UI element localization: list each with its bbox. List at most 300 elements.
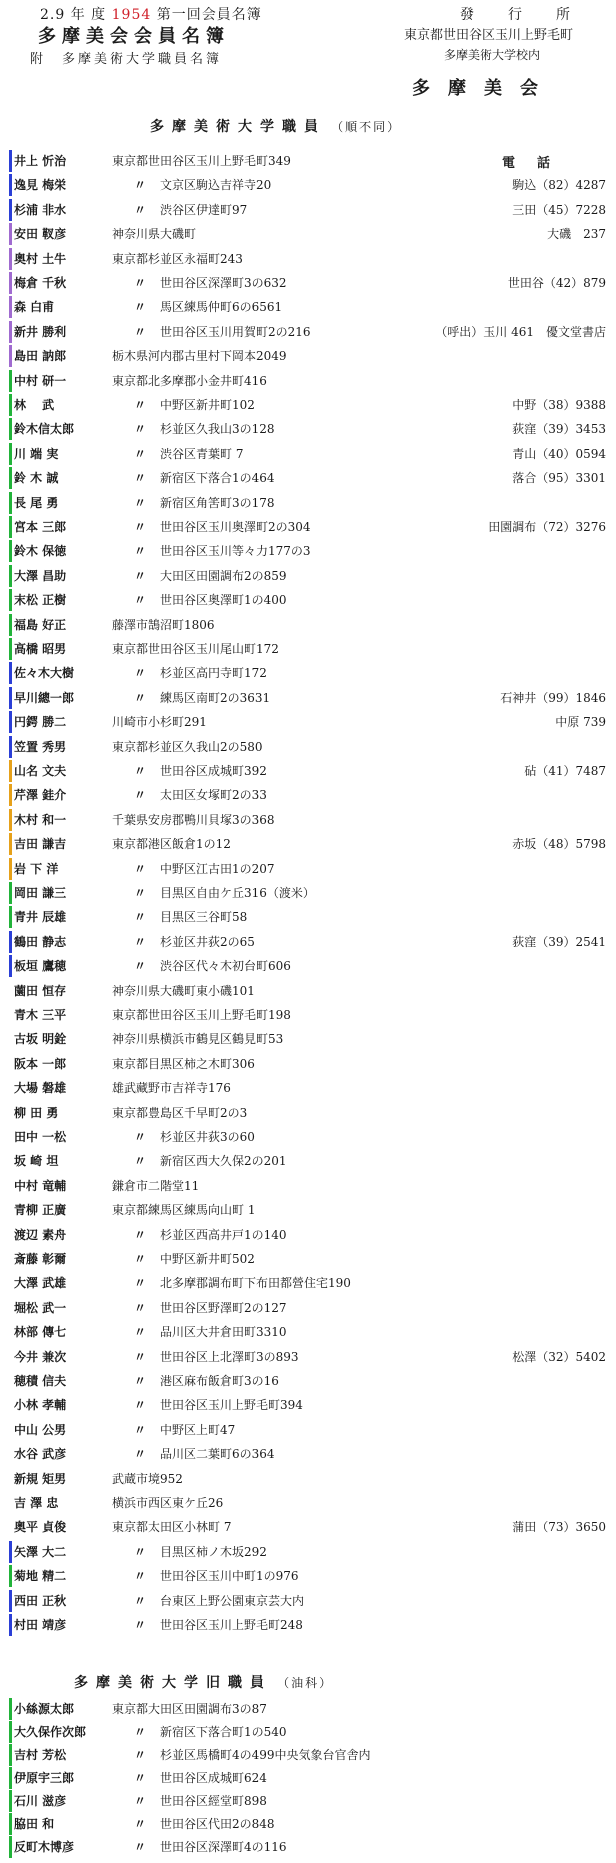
member-address: 武蔵市境952 xyxy=(112,1471,183,1486)
member-name: 木村 和一 xyxy=(14,812,67,827)
list-item xyxy=(0,392,616,416)
group-marker xyxy=(9,321,12,343)
ditto-mark: 〃 xyxy=(134,1130,147,1144)
member-name: 板垣 鷹穂 xyxy=(14,959,67,974)
ditto-mark: 〃 xyxy=(134,1794,147,1808)
list-item xyxy=(0,1765,616,1789)
member-phone: 青山（40）0594 xyxy=(512,446,606,461)
list-item xyxy=(0,734,616,758)
group-marker xyxy=(9,345,12,367)
group-marker xyxy=(9,711,12,733)
member-name: 反町木博彦 xyxy=(14,1840,75,1854)
section2-title: 多摩美術大学旧職員 xyxy=(74,1675,272,1691)
member-address: 千葉県安房郡鴨川貝塚3の368 xyxy=(112,812,275,827)
member-name: 中山 公男 xyxy=(14,1422,67,1437)
list-item xyxy=(0,782,616,806)
list-item xyxy=(0,1270,616,1294)
list-item xyxy=(0,1417,616,1441)
member-name: 中村 研一 xyxy=(14,373,67,388)
list-item xyxy=(0,270,616,294)
group-marker xyxy=(9,492,12,514)
group-marker xyxy=(9,150,12,172)
ditto-mark: 〃 xyxy=(134,1154,147,1169)
member-phone: 落合（95）3301 xyxy=(512,471,606,486)
member-address: 新宿区下落合1の464 xyxy=(160,471,275,486)
ditto-mark: 〃 xyxy=(134,544,147,559)
edition: 第一回会員名簿 xyxy=(156,7,262,23)
member-name: 新規 矩男 xyxy=(14,1471,67,1486)
list-item xyxy=(0,416,616,440)
member-address: 品川区二葉町6の364 xyxy=(160,1447,275,1462)
list-item xyxy=(0,490,616,514)
list-item xyxy=(0,465,616,489)
group-marker xyxy=(9,614,12,636)
list-item xyxy=(0,1719,616,1743)
member-address: 杉並区西高井戸1の140 xyxy=(160,1227,287,1242)
member-address: 鎌倉市二階堂11 xyxy=(112,1178,200,1193)
list-item xyxy=(0,831,616,855)
member-phone: 荻窪（39）2541 xyxy=(512,934,606,949)
group-marker xyxy=(9,833,12,855)
group-marker xyxy=(9,394,12,416)
member-name: 鈴木 保徳 xyxy=(14,544,67,559)
list-item xyxy=(0,441,616,465)
member-phone: 赤坂（48）5798 xyxy=(512,837,606,852)
member-address: 雄武藏野市吉祥寺176 xyxy=(112,1081,231,1096)
ditto-mark: 〃 xyxy=(134,300,147,315)
member-name: 田中 一松 xyxy=(14,1130,67,1144)
ditto-mark: 〃 xyxy=(134,1227,147,1242)
member-address: 練馬区南町2の3631 xyxy=(160,690,271,705)
list-item xyxy=(0,1173,616,1197)
group-marker xyxy=(9,1813,12,1835)
ditto-mark: 〃 xyxy=(134,1349,147,1364)
list-item xyxy=(0,978,616,1002)
member-address: 杉並区井荻2の65 xyxy=(160,934,255,949)
member-name: 古坂 明銓 xyxy=(14,1032,67,1047)
ditto-mark: 〃 xyxy=(134,1447,147,1462)
member-address: 太田区女塚町2の33 xyxy=(160,788,267,803)
member-address: 世田谷区成城町392 xyxy=(160,764,267,778)
ditto-mark: 〃 xyxy=(134,1422,147,1437)
member-address: 東京都北多摩郡小金井町416 xyxy=(112,373,267,388)
member-address: 世田谷区玉川上野毛町394 xyxy=(160,1398,303,1413)
ditto-mark: 〃 xyxy=(134,324,147,339)
member-name: 宮本 三郎 xyxy=(14,520,67,534)
member-address: 世田谷区玉川上野毛町248 xyxy=(160,1618,303,1632)
list-item xyxy=(0,1344,616,1368)
member-name: 福島 好正 xyxy=(14,617,67,632)
member-address: 世田谷区玉川等々力177の3 xyxy=(160,544,311,559)
member-name: 奥平 貞俊 xyxy=(14,1520,67,1535)
list-item xyxy=(0,685,616,709)
member-address: 品川区大井倉田町3310 xyxy=(160,1325,287,1340)
member-address: 東京都港区飯倉1の12 xyxy=(112,837,231,852)
member-name: 岩 下 洋 xyxy=(14,861,59,876)
ditto-mark: 〃 xyxy=(134,178,147,193)
section2-note: （油科） xyxy=(277,1676,334,1690)
list-item xyxy=(0,758,616,782)
member-address: 東京都目黒区柿之木町306 xyxy=(112,1056,255,1071)
member-name: 末松 正樹 xyxy=(14,593,67,608)
group-marker xyxy=(9,1590,12,1612)
ditto-mark: 〃 xyxy=(134,471,147,486)
member-address: 渋谷区伊達町97 xyxy=(160,202,248,217)
year: 1954 xyxy=(111,7,152,23)
ditto-mark: 〃 xyxy=(134,959,147,974)
member-phone: 蒲田（73）3650 xyxy=(512,1520,606,1535)
member-name: 鈴木信太郎 xyxy=(14,422,75,437)
list-item xyxy=(0,709,616,733)
group-marker xyxy=(9,1541,12,1563)
member-address: 神奈川県大磯町東小磯101 xyxy=(112,983,255,998)
list-item xyxy=(0,1441,616,1465)
member-name: 石川 滋彦 xyxy=(14,1794,67,1808)
ditto-mark: 〃 xyxy=(134,861,147,876)
member-name: 鈴 木 誠 xyxy=(14,471,59,486)
group-marker xyxy=(9,1565,12,1587)
ditto-mark: 〃 xyxy=(134,1276,147,1291)
member-name: 岡田 謙三 xyxy=(14,886,67,900)
list-item xyxy=(0,1222,616,1246)
ditto-mark: 〃 xyxy=(134,202,147,217)
member-name: 村田 靖彦 xyxy=(14,1618,67,1632)
member-name: 早川總一郎 xyxy=(14,690,75,705)
ditto-mark: 〃 xyxy=(134,1725,147,1739)
member-address: 北多摩郡調布町下布田都營住宅190 xyxy=(160,1276,351,1291)
list-item xyxy=(0,319,616,343)
ditto-mark: 〃 xyxy=(134,1817,147,1831)
member-address: 渋谷区青葉町 7 xyxy=(160,446,244,461)
member-name: 鶴田 静志 xyxy=(14,934,67,949)
member-phone: 三田（45）7228 xyxy=(512,202,606,217)
member-name: 新井 勝利 xyxy=(14,324,67,339)
group-marker xyxy=(9,1790,12,1812)
group-marker xyxy=(9,467,12,489)
member-name: 林部 傳七 xyxy=(14,1325,67,1340)
member-phone: 世田谷（42）879 xyxy=(507,276,606,290)
group-marker xyxy=(9,809,12,831)
member-address: 世田谷区玉川中町1の976 xyxy=(160,1569,299,1584)
member-address: 杉並区井荻3の60 xyxy=(160,1130,255,1144)
member-name: 水谷 武彦 xyxy=(14,1447,67,1462)
ditto-mark: 〃 xyxy=(134,1840,147,1854)
member-address: 東京都世田谷区玉川上野毛町198 xyxy=(112,1008,291,1022)
group-marker xyxy=(9,1744,12,1766)
group-marker xyxy=(9,174,12,196)
member-name: 逸見 梅栄 xyxy=(14,178,67,193)
member-address: 渋谷区代々木初台町606 xyxy=(160,959,291,974)
member-name: 円鍔 勝二 xyxy=(14,715,67,730)
member-phone: （呼出）玉川 461 優文堂書店 xyxy=(435,324,606,339)
member-name: 大場 磐雄 xyxy=(14,1081,67,1096)
member-address: 中野区新井町502 xyxy=(160,1252,255,1266)
list-item xyxy=(0,880,616,904)
ditto-mark: 〃 xyxy=(134,398,147,412)
member-address: 栃木県河内郡古里村下岡本2049 xyxy=(112,349,287,364)
ditto-mark: 〃 xyxy=(134,910,147,925)
list-item xyxy=(0,1368,616,1392)
member-name: 渡辺 素舟 xyxy=(14,1227,67,1242)
group-marker xyxy=(9,1698,12,1720)
member-address: 杉並区高円寺町172 xyxy=(160,666,267,681)
group-marker xyxy=(9,931,12,953)
member-name: 西田 正秋 xyxy=(14,1593,67,1608)
group-marker xyxy=(9,858,12,880)
group-marker xyxy=(9,662,12,684)
list-item xyxy=(0,1514,616,1538)
member-name: 安田 靫彦 xyxy=(14,227,67,242)
ditto-mark: 〃 xyxy=(134,1771,147,1785)
list-item xyxy=(0,294,616,318)
member-name: 吉村 芳松 xyxy=(14,1748,67,1762)
publisher-campus: 多摩美術大学校内 xyxy=(444,48,541,62)
ditto-mark: 〃 xyxy=(134,446,147,461)
ditto-mark: 〃 xyxy=(134,1748,147,1762)
ditto-mark: 〃 xyxy=(134,1374,147,1388)
list-item xyxy=(0,1588,616,1612)
list-item xyxy=(0,953,616,977)
ditto-mark: 〃 xyxy=(134,495,147,510)
list-item xyxy=(0,221,616,245)
publisher-name: 多摩美会 xyxy=(412,78,556,99)
member-address: 中野区新井町102 xyxy=(160,398,255,412)
list-item xyxy=(0,1246,616,1270)
list-item xyxy=(0,1612,616,1636)
ditto-mark: 〃 xyxy=(134,666,147,681)
member-name: 林 武 xyxy=(14,398,55,412)
member-name: 吉 澤 忠 xyxy=(14,1496,59,1510)
list-item xyxy=(0,1148,616,1172)
ditto-mark: 〃 xyxy=(134,422,147,437)
member-name: 山名 文夫 xyxy=(14,764,67,778)
list-item xyxy=(0,1051,616,1075)
member-phone: 中野（38）9388 xyxy=(512,398,606,412)
group-marker xyxy=(9,1614,12,1636)
member-address: 新宿区角筈町3の178 xyxy=(160,495,275,510)
list-item xyxy=(0,1392,616,1416)
list-item xyxy=(0,1100,616,1124)
ditto-mark: 〃 xyxy=(134,1325,147,1340)
group-marker xyxy=(9,516,12,538)
member-address: 世田谷区深澤町3の632 xyxy=(160,276,287,290)
group-marker xyxy=(9,955,12,977)
member-address: 東京都世田谷区玉川尾山町172 xyxy=(112,642,279,656)
member-name: 阪本 一郎 xyxy=(14,1056,67,1071)
group-marker xyxy=(9,248,12,270)
member-phone: 荻窪（39）3453 xyxy=(512,422,606,437)
list-item xyxy=(0,587,616,611)
ditto-mark: 〃 xyxy=(134,520,147,534)
member-name: 奥村 土牛 xyxy=(14,251,67,266)
group-marker xyxy=(9,882,12,904)
ditto-mark: 〃 xyxy=(134,764,147,778)
member-name: 穂積 信夫 xyxy=(14,1374,67,1388)
list-item xyxy=(0,1811,616,1835)
member-name: 笠置 秀男 xyxy=(14,739,67,754)
member-phone: 駒込（82）4287 xyxy=(512,178,606,193)
ditto-mark: 〃 xyxy=(134,1569,147,1584)
list-item xyxy=(0,1075,616,1099)
list-item xyxy=(0,1490,616,1514)
ditto-mark: 〃 xyxy=(134,690,147,705)
list-item xyxy=(0,1466,616,1490)
member-phone: 大磯 237 xyxy=(547,227,606,242)
member-address: 馬区練馬仲町6の6561 xyxy=(160,300,283,315)
ditto-mark: 〃 xyxy=(134,934,147,949)
member-name: 森 白甫 xyxy=(14,300,55,315)
member-name: 島田 訥郎 xyxy=(14,349,67,364)
member-name: 小林 孝輔 xyxy=(14,1398,67,1413)
list-item xyxy=(0,1124,616,1148)
list-item xyxy=(0,343,616,367)
member-address: 神奈川県大磯町 xyxy=(112,227,197,242)
ditto-mark: 〃 xyxy=(134,1252,147,1266)
member-address: 目黒区柿ノ木坂292 xyxy=(160,1544,267,1559)
ditto-mark: 〃 xyxy=(134,1300,147,1315)
member-name: 川 端 実 xyxy=(14,446,59,461)
ditto-mark: 〃 xyxy=(134,1593,147,1608)
list-item xyxy=(0,1295,616,1319)
list-item xyxy=(0,1834,616,1858)
group-marker xyxy=(9,540,12,562)
ditto-mark: 〃 xyxy=(134,593,147,608)
group-marker xyxy=(9,199,12,221)
member-phone: 中原 739 xyxy=(555,715,606,730)
member-address: 東京都大田区田園調布3の87 xyxy=(112,1702,267,1716)
member-name: 大久保作次郎 xyxy=(14,1725,87,1739)
section1-heading xyxy=(150,116,401,136)
member-address: 東京都杉並区永福町243 xyxy=(112,251,243,266)
member-name: 佐々木大樹 xyxy=(14,666,75,681)
member-address: 藤澤市鵠沼町1806 xyxy=(112,617,215,632)
publisher-address: 東京都世田谷区玉川上野毛町 xyxy=(404,28,574,43)
member-address: 川崎市小杉町291 xyxy=(112,715,207,730)
list-item xyxy=(0,1002,616,1026)
ditto-mark: 〃 xyxy=(134,886,147,900)
member-address: 台東区上野公園東京芸大内 xyxy=(160,1593,305,1608)
member-address: 港区麻布飯倉町3の16 xyxy=(160,1374,279,1388)
member-address: 世田谷区玉川奥澤町2の304 xyxy=(160,520,311,534)
group-marker xyxy=(9,565,12,587)
member-address: 世田谷区野澤町2の127 xyxy=(160,1300,287,1315)
tel-label: 電話 xyxy=(502,156,573,171)
member-name: 井上 忻治 xyxy=(14,154,67,168)
list-item xyxy=(0,1319,616,1343)
member-name: 大澤 昌助 xyxy=(14,568,67,583)
member-address: 大田区田園調布2の859 xyxy=(160,568,287,583)
group-marker xyxy=(9,418,12,440)
member-address: 東京都世田谷区玉川上野毛町349 xyxy=(112,154,291,168)
member-address: 目黒区三谷町58 xyxy=(160,910,248,925)
member-phone: 松澤（32）5402 xyxy=(512,1349,606,1364)
member-address: 中野区上町47 xyxy=(160,1422,236,1437)
group-marker xyxy=(9,370,12,392)
group-marker xyxy=(9,687,12,709)
member-address: 杉並区馬橋町4の499中央気象台官舎内 xyxy=(160,1748,371,1762)
member-name: 小絲源太郎 xyxy=(14,1702,75,1716)
page-subtitle: 附 多摩美術大学職員名簿 xyxy=(30,52,223,67)
section1-note: （順不同） xyxy=(331,120,402,134)
group-marker xyxy=(9,589,12,611)
member-name: 菊地 精二 xyxy=(14,1569,67,1584)
member-name: 杉浦 非水 xyxy=(14,202,67,217)
list-item xyxy=(0,538,616,562)
list-item xyxy=(0,612,616,636)
member-address: 世田谷区上北澤町3の893 xyxy=(160,1349,299,1364)
list-item xyxy=(0,1026,616,1050)
member-name: 脇田 和 xyxy=(14,1817,55,1831)
era-year: 2.9 年 度 xyxy=(40,7,107,23)
member-address: 横浜市西区東ケ丘26 xyxy=(112,1496,224,1510)
member-name: 伊原宇三郎 xyxy=(14,1771,75,1785)
member-name: 青木 三平 xyxy=(14,1008,67,1022)
member-address: 世田谷区奥澤町1の400 xyxy=(160,593,287,608)
list-item xyxy=(0,514,616,538)
group-marker xyxy=(9,760,12,782)
group-marker xyxy=(9,272,12,294)
member-name: 吉田 謙吉 xyxy=(14,837,67,852)
member-address: 神奈川県横浜市鶴見区鶴見町53 xyxy=(112,1032,284,1047)
list-item xyxy=(0,197,616,221)
member-phone: 砧（41）7487 xyxy=(524,764,606,778)
edition-line xyxy=(40,4,262,24)
list-item xyxy=(0,807,616,831)
list-item xyxy=(0,929,616,953)
member-address: 中野区江古田1の207 xyxy=(160,861,275,876)
member-address: 新宿区下落合町1の540 xyxy=(160,1725,287,1739)
publisher-label: 發 行 所 xyxy=(460,7,580,23)
member-name: 高橋 昭男 xyxy=(14,642,67,656)
member-address: 世田谷区深澤町4の116 xyxy=(160,1840,287,1854)
group-marker xyxy=(9,1721,12,1743)
group-marker xyxy=(9,1836,12,1858)
list-item xyxy=(0,246,616,270)
list-item xyxy=(0,563,616,587)
member-address: 東京都豊島区千早町2の3 xyxy=(112,1105,248,1120)
list-item xyxy=(0,904,616,928)
ditto-mark: 〃 xyxy=(134,276,147,290)
list-item xyxy=(0,636,616,660)
member-name: 斎藤 彰爾 xyxy=(14,1252,67,1266)
list-item xyxy=(0,1788,616,1812)
group-marker xyxy=(9,443,12,465)
member-address: 世田谷区成城町624 xyxy=(160,1771,267,1785)
ditto-mark: 〃 xyxy=(134,788,147,803)
group-marker xyxy=(9,736,12,758)
group-marker xyxy=(9,1767,12,1789)
member-address: 東京都練馬区練馬向山町 1 xyxy=(112,1203,256,1218)
member-name: 芹澤 銈介 xyxy=(14,788,67,803)
section1-title: 多摩美術大学職員 xyxy=(150,119,326,135)
member-address: 目黒区自由ケ丘316（渡米） xyxy=(160,886,315,900)
member-name: 長 尾 勇 xyxy=(14,495,59,510)
member-name: 柳 田 勇 xyxy=(14,1105,59,1120)
member-name: 今井 兼次 xyxy=(14,1349,67,1364)
section2-heading xyxy=(74,1672,333,1692)
member-name: 青井 辰雄 xyxy=(14,910,67,925)
list-item xyxy=(0,660,616,684)
group-marker xyxy=(9,223,12,245)
list-item xyxy=(0,1563,616,1587)
member-address: 世田谷区玉川用賀町2の216 xyxy=(160,324,311,339)
list-item xyxy=(0,1539,616,1563)
list-item xyxy=(0,1197,616,1221)
member-address: 杉並区久我山3の128 xyxy=(160,422,275,437)
member-address: 世田谷区代田2の848 xyxy=(160,1817,275,1831)
member-phone: 田園調布（72）3276 xyxy=(488,520,606,534)
member-name: 中村 竜輔 xyxy=(14,1178,67,1193)
